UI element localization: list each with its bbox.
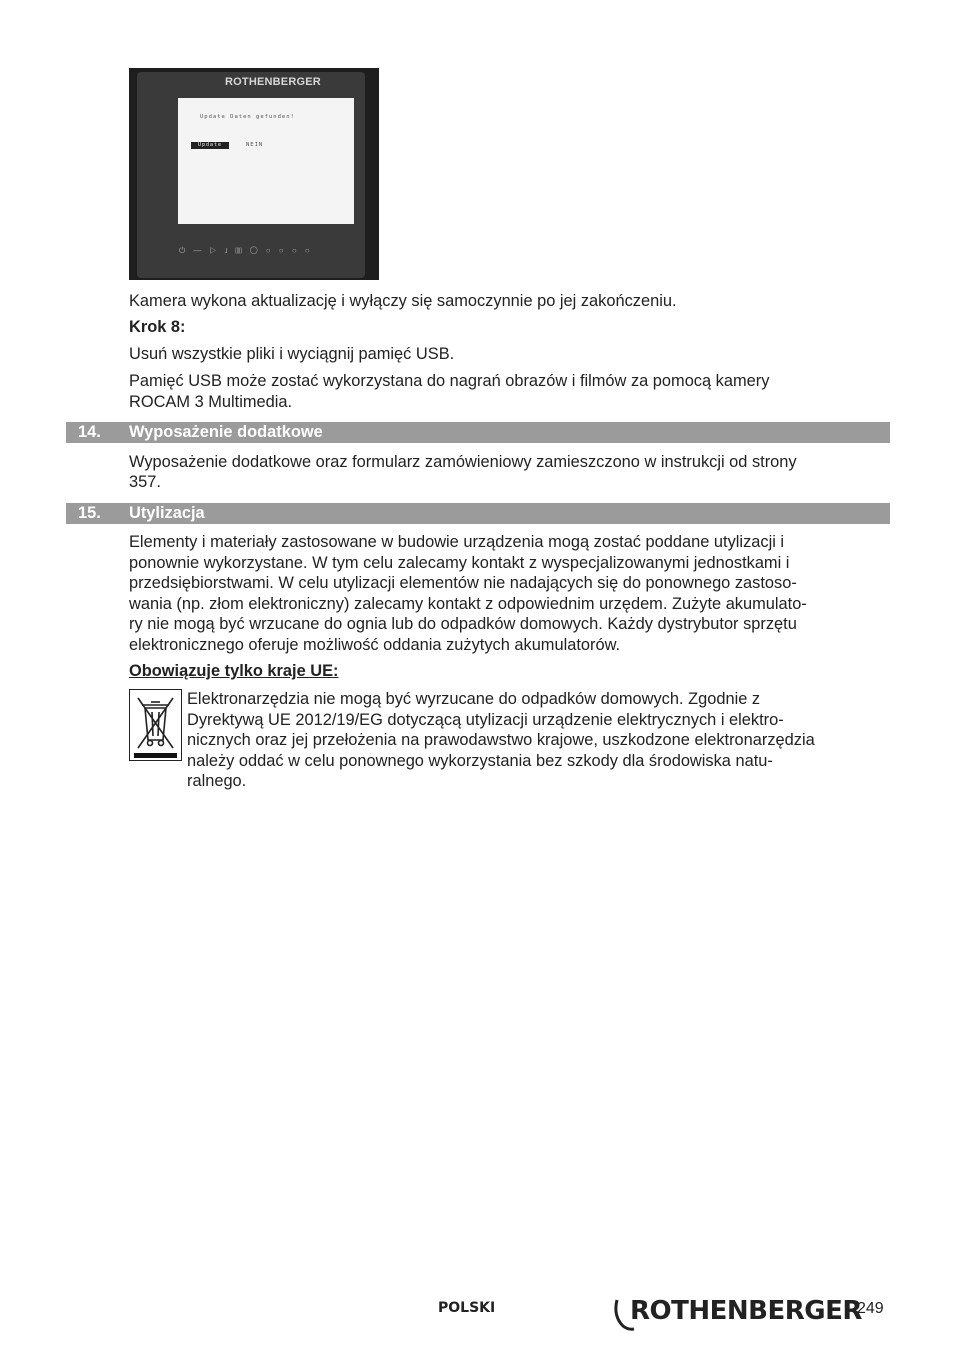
camera-logo: ROTHENBERGER [225,76,321,88]
eu-line: nicznych oraz jej przełożenia na prawodawstwo krajowe, uszkodzone elektronarzędzia [187,731,815,749]
section-title: Utylizacja [129,504,205,522]
body-line: wania (np. złom elektroniczny) zalecamy kontakt z odpowiednim urzędem. Zużyte akumulato- [129,594,807,613]
body-line: Elementy i materiały zastosowane w budowie urządzenia mogą zostać poddane utylizacji i [129,533,785,551]
body-line: elektronicznego oferuje możliwość oddania zużytych akumulatorów. [129,635,621,654]
intro-paragraph-3-line-1: Pamięć USB może zostać wykorzystana do nagrań obrazów i filmów za pomocą kamery [129,372,770,390]
eu-text [187,689,890,792]
section-title: Wyposażenie dodatkowe [129,423,323,441]
footer-language: POLSKI [438,1300,496,1316]
body-line: ponownie wykorzystane. W tym celu zalecamy kontakt z wyspecjalizowanymi jednostkami i [129,553,790,572]
body-line: przedsiębiorstwami. W celu utylizacji elementów nie nadających się do ponownego zastoso- [129,574,797,592]
section-number: 14. [78,423,101,441]
section-number: 15. [78,504,101,522]
section-15-body [129,532,890,655]
eu-line: Dyrektywą UE 2012/19/EG dotyczącą utylizacji urządzenie elektrycznych i elektro- [187,710,784,729]
weee-bin-icon [129,689,182,761]
step-label: Krok 8: [129,318,186,336]
section-14-text-line-2: 357. [129,473,161,491]
intro-paragraph-2: Usuń wszystkie pliki i wyciągnij pamięć USB. [129,345,455,363]
footer-brand-logo: ROTHENBERGER [630,1296,862,1326]
eu-heading: Obowiązuje tylko kraje UE: [129,662,339,680]
camera-update-photo [129,68,379,280]
section-14-text-line-1: Wyposażenie dodatkowe oraz formularz zamówieniowy zamieszczono w instrukcji od strony [129,453,797,471]
screen-message: Update Daten gefunden! [200,114,295,120]
body-line: ry nie mogą być wrzucane do ognia lub do odpadków domowych. Każdy dystrybutor sprzętu [129,615,797,633]
section-15-header [66,503,890,524]
eu-line: należy oddać w celu ponownego wykorzystania bez szkody dla środowiska natu- [187,751,773,770]
screen-option: NEIN [246,142,264,148]
eu-line: Elektronarzędzia nie mogą być wyrzucane do odpadków domowych. Zgodnie z [187,690,761,708]
section-14-header [66,422,890,443]
camera-buttons-row: ⏻ — ▷ ⌋ ▥ ◯ ○ ○ ○ ○ [179,246,313,255]
screen-update-button: Update [191,142,229,149]
intro-paragraph-1: Kamera wykona aktualizację i wyłączy się samoczynnie po jej zakończeniu. [129,292,677,310]
page-number: 249 [857,1300,884,1317]
intro-paragraph-3-line-2: ROCAM 3 Multimedia. [129,393,293,411]
camera-screen [178,98,354,224]
eu-line: ralnego. [187,772,247,790]
